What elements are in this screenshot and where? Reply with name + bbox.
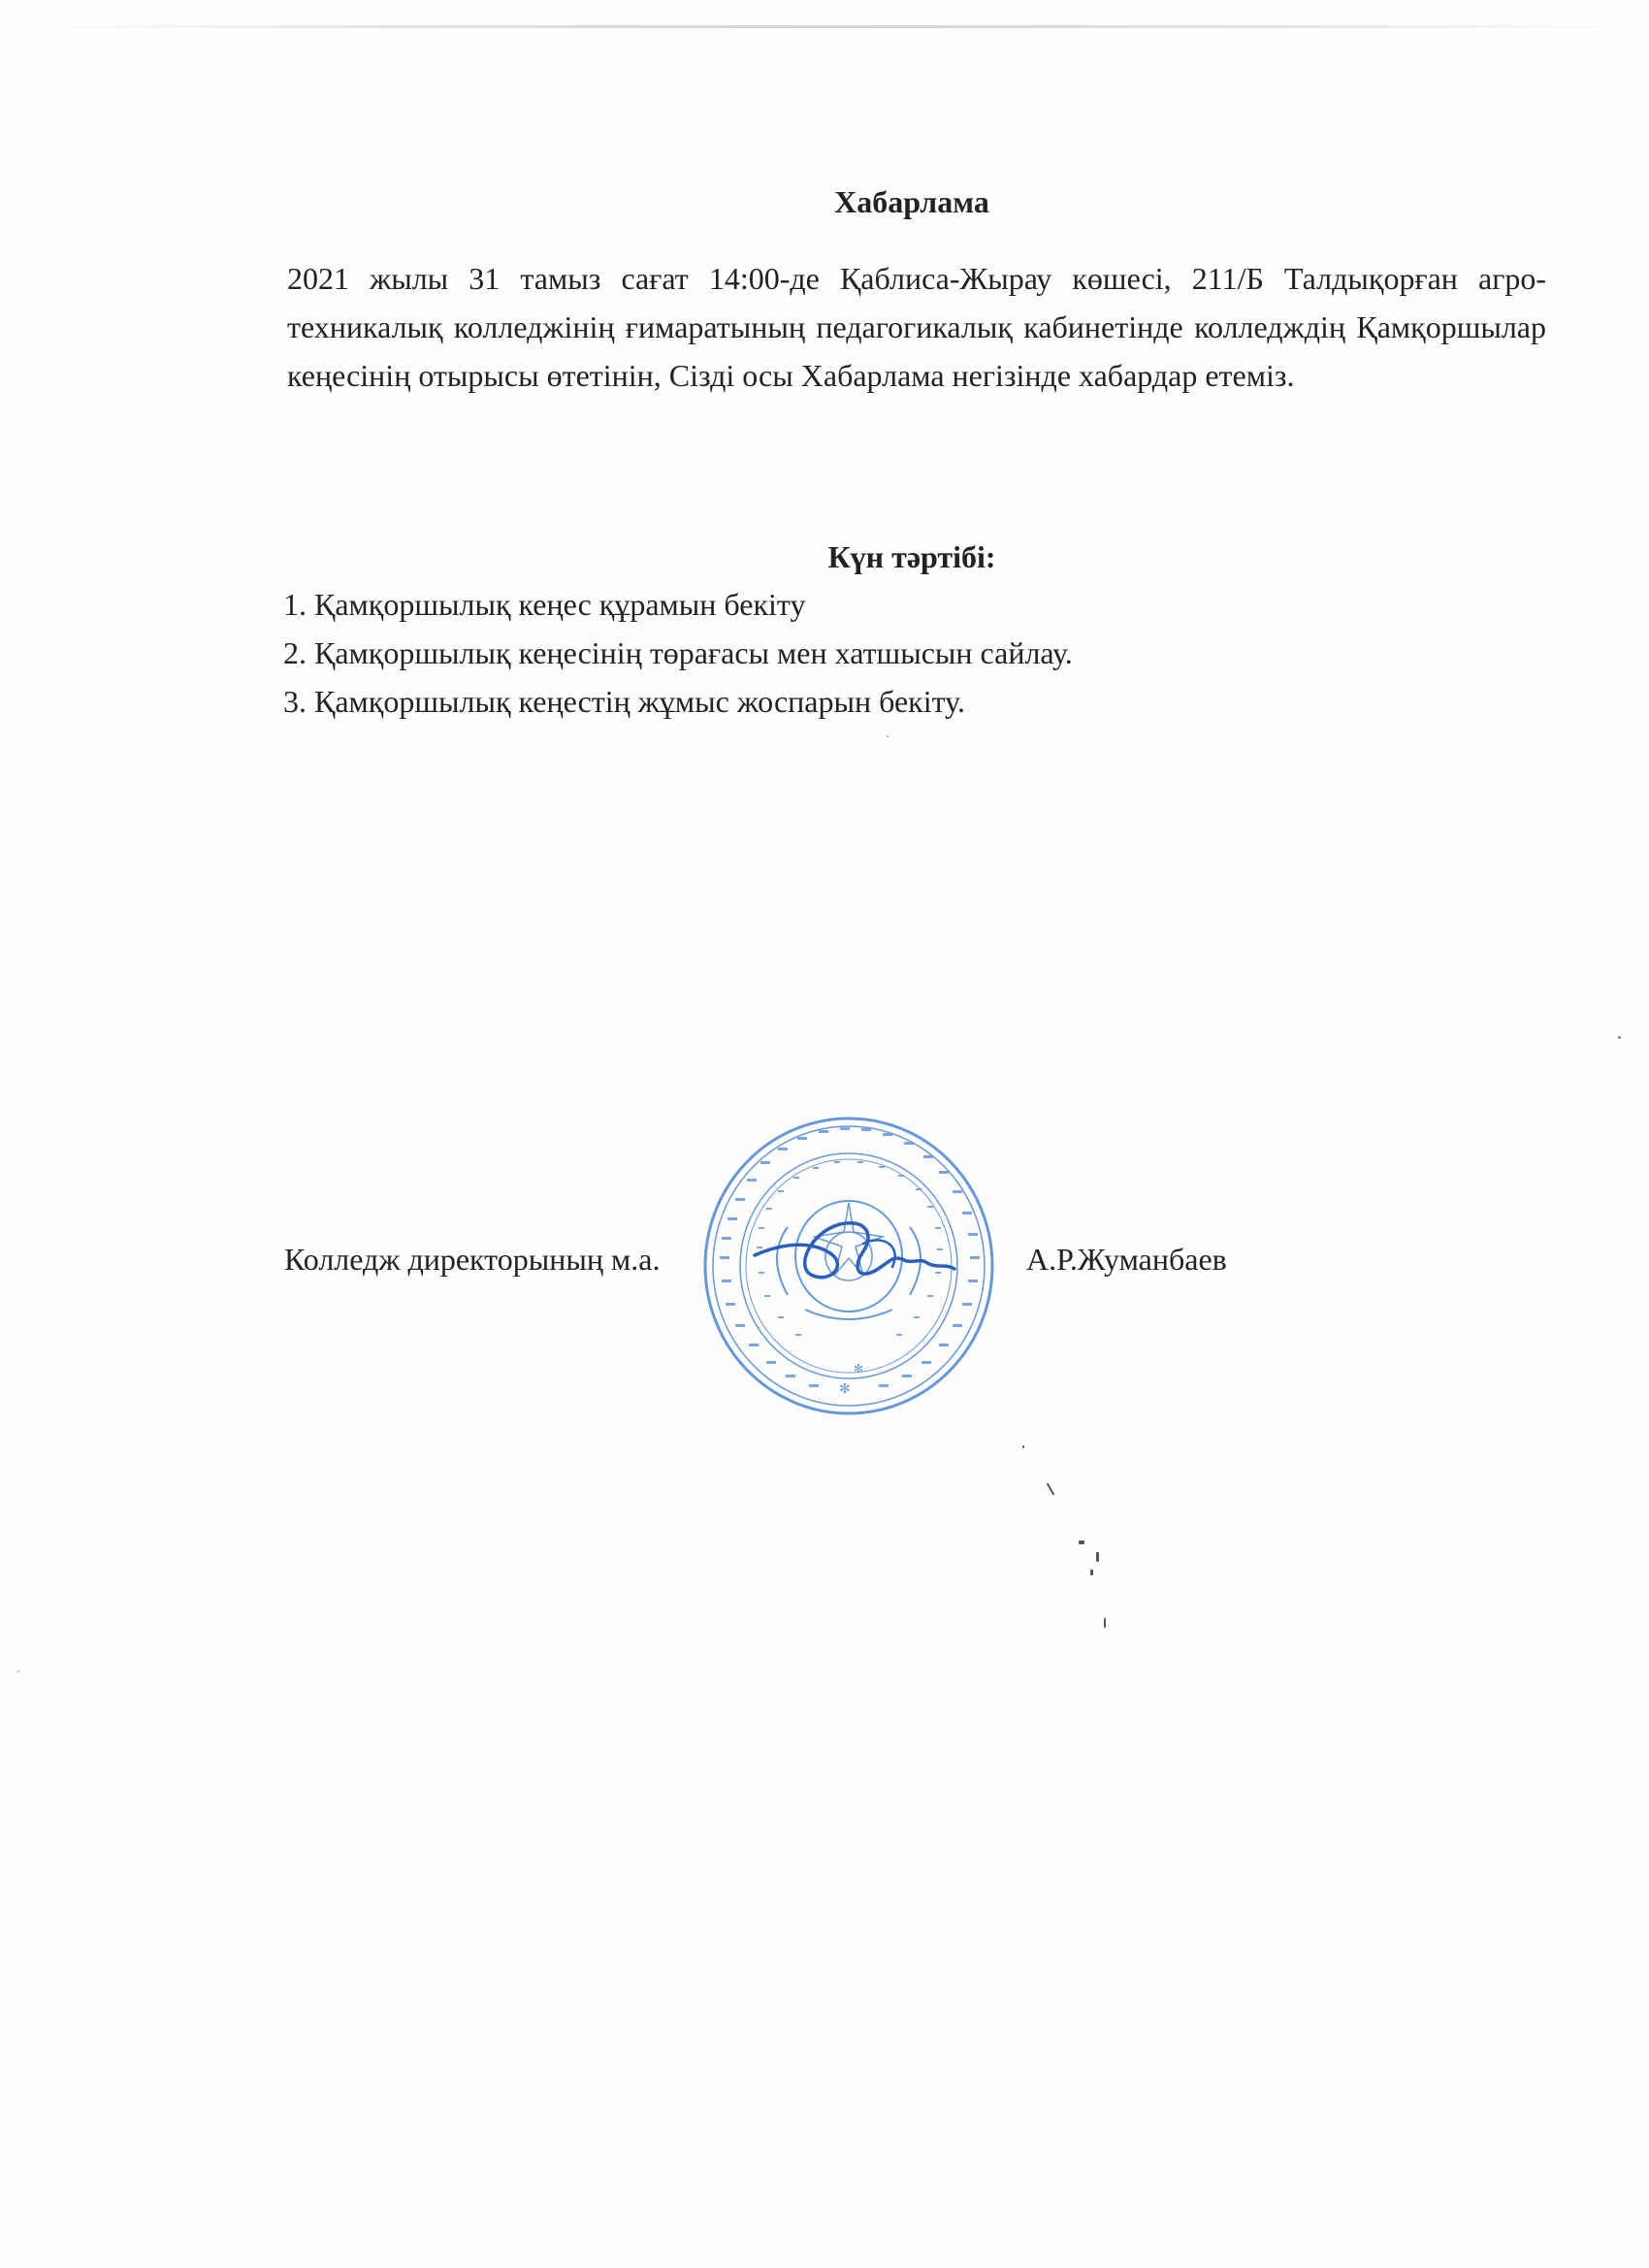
document-title: Хабарлама: [834, 184, 989, 219]
handwritten-signature: [747, 1195, 960, 1302]
scan-speck: [1022, 1445, 1024, 1448]
agenda-item: 1. Қамқоршылық кеңес құрамын бекіту: [283, 587, 806, 622]
notice-body: 2021 жылы 31 тамыз сағат 14:00-де Қаблиса-Жырау көшесі, 211/Б Талдықорған агро-техникалық колледжінің ғимаратының педагогикалық кабинетінде колледждің Қамқоршылар кеңесінің отырысы өтетінін, Сізді осы Хабарлама негізінде хабардар етеміз.: [287, 261, 1546, 393]
scan-speck: [1090, 1570, 1093, 1575]
scan-speck: [1618, 1036, 1621, 1039]
agenda-item: 2. Қамқоршылық кеңесінің төрағасы мен хатшысын сайлау.: [283, 635, 1073, 670]
svg-text:✻: ✻: [839, 1381, 851, 1397]
scan-speck: [1104, 1618, 1106, 1628]
signatory-name: А.Р.Жуманбаев: [1026, 1242, 1227, 1277]
signature-title: Колледж директорының м.а.: [284, 1242, 661, 1277]
scan-speck: [1096, 1552, 1099, 1562]
scan-speck: [1047, 1482, 1055, 1495]
scan-speck: [887, 735, 889, 737]
agenda-item: 3. Қамқоршылық кеңестің жұмыс жоспарын бекіту.: [283, 684, 965, 719]
agenda-list: [283, 580, 1073, 726]
scan-speck: [17, 1670, 19, 1672]
scan-edge-line: [39, 25, 1630, 28]
svg-text:✻: ✻: [854, 1362, 864, 1376]
agenda-title: Күн тәртібі:: [827, 539, 996, 574]
scan-speck: [1079, 1540, 1084, 1544]
